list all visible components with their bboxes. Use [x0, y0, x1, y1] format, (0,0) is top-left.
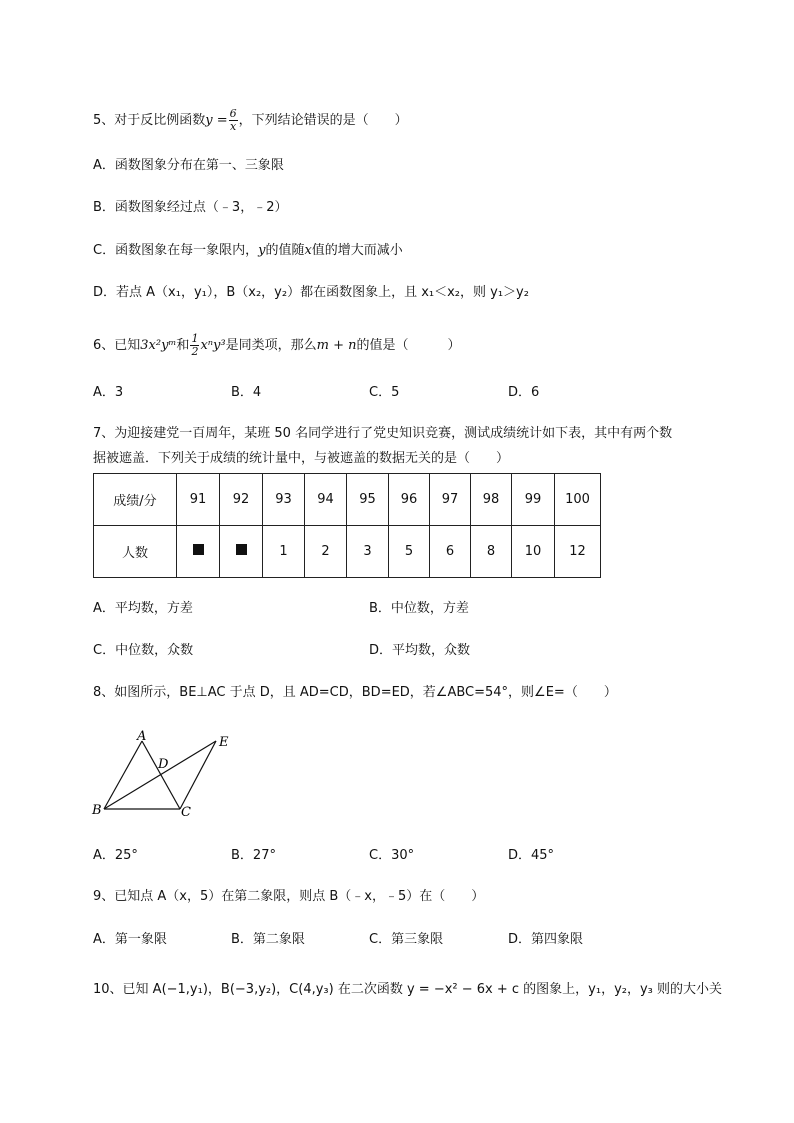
- score-cell: 95: [347, 474, 389, 526]
- count-cell: 10: [512, 526, 555, 578]
- segment-be: [104, 741, 216, 809]
- count-cell: 12: [555, 526, 601, 578]
- point-label-b: B: [92, 803, 102, 818]
- score-cell: 94: [305, 474, 347, 526]
- q5-func-lhs: y =: [205, 113, 228, 128]
- q7-option-b[interactable]: B．中位数，方差: [369, 601, 469, 616]
- row-label-cell: 人数: [94, 526, 177, 578]
- q6-term1: 3x²yᵐ: [140, 338, 177, 353]
- score-cell: 91: [177, 474, 220, 526]
- cover-block-icon: [236, 544, 247, 555]
- q5-option-c[interactable]: C．函数图象在每一象限内，y的值随x值的增大而减小: [93, 243, 403, 258]
- q6-coefficient: $\frac{1}{2}$: [191, 332, 199, 358]
- score-cell: 96: [389, 474, 430, 526]
- score-cell: 99: [512, 474, 555, 526]
- q5-option-a[interactable]: A．函数图象分布在第一、三象限: [93, 158, 284, 173]
- q9-stem: 9、已知点 A（x，5）在第二象限，则点 B（﹣x，﹣5）在（ ）: [93, 889, 485, 904]
- table-header-cell: 成绩/分: [94, 474, 177, 526]
- score-cell: 97: [430, 474, 471, 526]
- q6-option-b[interactable]: B．4: [231, 385, 262, 400]
- cover-block-icon: [193, 544, 204, 555]
- q5-option-d[interactable]: D．若点 A（x₁，y₁），B（x₂，y₂）都在函数图象上，且 x₁＜x₂，则 y₁＞y₂: [93, 285, 529, 300]
- q6-stem: 6、已知3x²yᵐ和 $\frac{1}{2}$ xⁿy³是同类项，那么m + n的值是（ ）: [93, 332, 461, 358]
- q9-option-a[interactable]: A．第一象限: [93, 932, 167, 947]
- q7-option-a[interactable]: A．平均数，方差: [93, 601, 193, 616]
- q6-option-c[interactable]: C．5: [369, 385, 400, 400]
- score-cell: 93: [263, 474, 305, 526]
- q8-option-c[interactable]: C．30°: [369, 848, 415, 863]
- table-row: [94, 474, 601, 526]
- covered-count-cell: [177, 526, 220, 578]
- covered-count-cell: [220, 526, 263, 578]
- q7-option-c[interactable]: C．中位数，众数: [93, 643, 194, 658]
- q7-stem-line1: 7、为迎接建党一百周年，某班 50 名同学进行了党史知识竞赛，测试成绩统计如下表，其中有两个数: [93, 426, 673, 441]
- q7-stem-line2: 据被遮盖．下列关于成绩的统计量中，与被遮盖的数据无关的是（ ）: [93, 451, 510, 466]
- q8-option-d[interactable]: D．45°: [508, 848, 555, 863]
- point-label-a: A: [137, 729, 147, 744]
- q6-option-d[interactable]: D．6: [508, 385, 540, 400]
- q6-term2: xⁿy³: [200, 338, 226, 353]
- point-label-d: D: [158, 757, 169, 772]
- count-cell: 1: [263, 526, 305, 578]
- segment-ec: [180, 741, 216, 809]
- score-table: [93, 473, 601, 578]
- point-label-c: C: [181, 805, 191, 820]
- table-row: [94, 526, 601, 578]
- q8-geometry-figure: [88, 726, 248, 826]
- q5-fraction: $\frac{6}{x}$: [229, 107, 237, 133]
- q9-option-b[interactable]: B．第二象限: [231, 932, 305, 947]
- q8-option-a[interactable]: A．25°: [93, 848, 138, 863]
- q10-stem: 10、已知 A(−1,y₁)，B(−3,y₂)，C(4,y₃) 在二次函数 y = −x² − 6x + c 的图象上，y₁，y₂，y₃ 则的大小关: [93, 982, 723, 997]
- q9-option-d[interactable]: D．第四象限: [508, 932, 584, 947]
- count-cell: 2: [305, 526, 347, 578]
- score-cell: 100: [555, 474, 601, 526]
- q5-option-b[interactable]: B．函数图象经过点（﹣3，﹣2）: [93, 200, 288, 215]
- count-cell: 3: [347, 526, 389, 578]
- point-label-e: E: [219, 735, 229, 750]
- score-cell: 98: [471, 474, 512, 526]
- q9-option-c[interactable]: C．第三象限: [369, 932, 444, 947]
- count-cell: 8: [471, 526, 512, 578]
- q8-option-b[interactable]: B．27°: [231, 848, 276, 863]
- count-cell: 6: [430, 526, 471, 578]
- segment-ab: [104, 741, 142, 809]
- q6-option-a[interactable]: A．3: [93, 385, 124, 400]
- q7-option-d[interactable]: D．平均数，众数: [369, 643, 471, 658]
- q6-expr: m + n: [316, 338, 357, 353]
- q5-stem: 5、对于反比例函数y = $\frac{6}{x}$ ，下列结论错误的是（ ）: [93, 107, 408, 133]
- count-cell: 5: [389, 526, 430, 578]
- q8-stem: 8、如图所示，BE⊥AC 于点 D，且 AD=CD，BD=ED，若∠ABC=54°，则∠E=（ ）: [93, 685, 617, 700]
- score-cell: 92: [220, 474, 263, 526]
